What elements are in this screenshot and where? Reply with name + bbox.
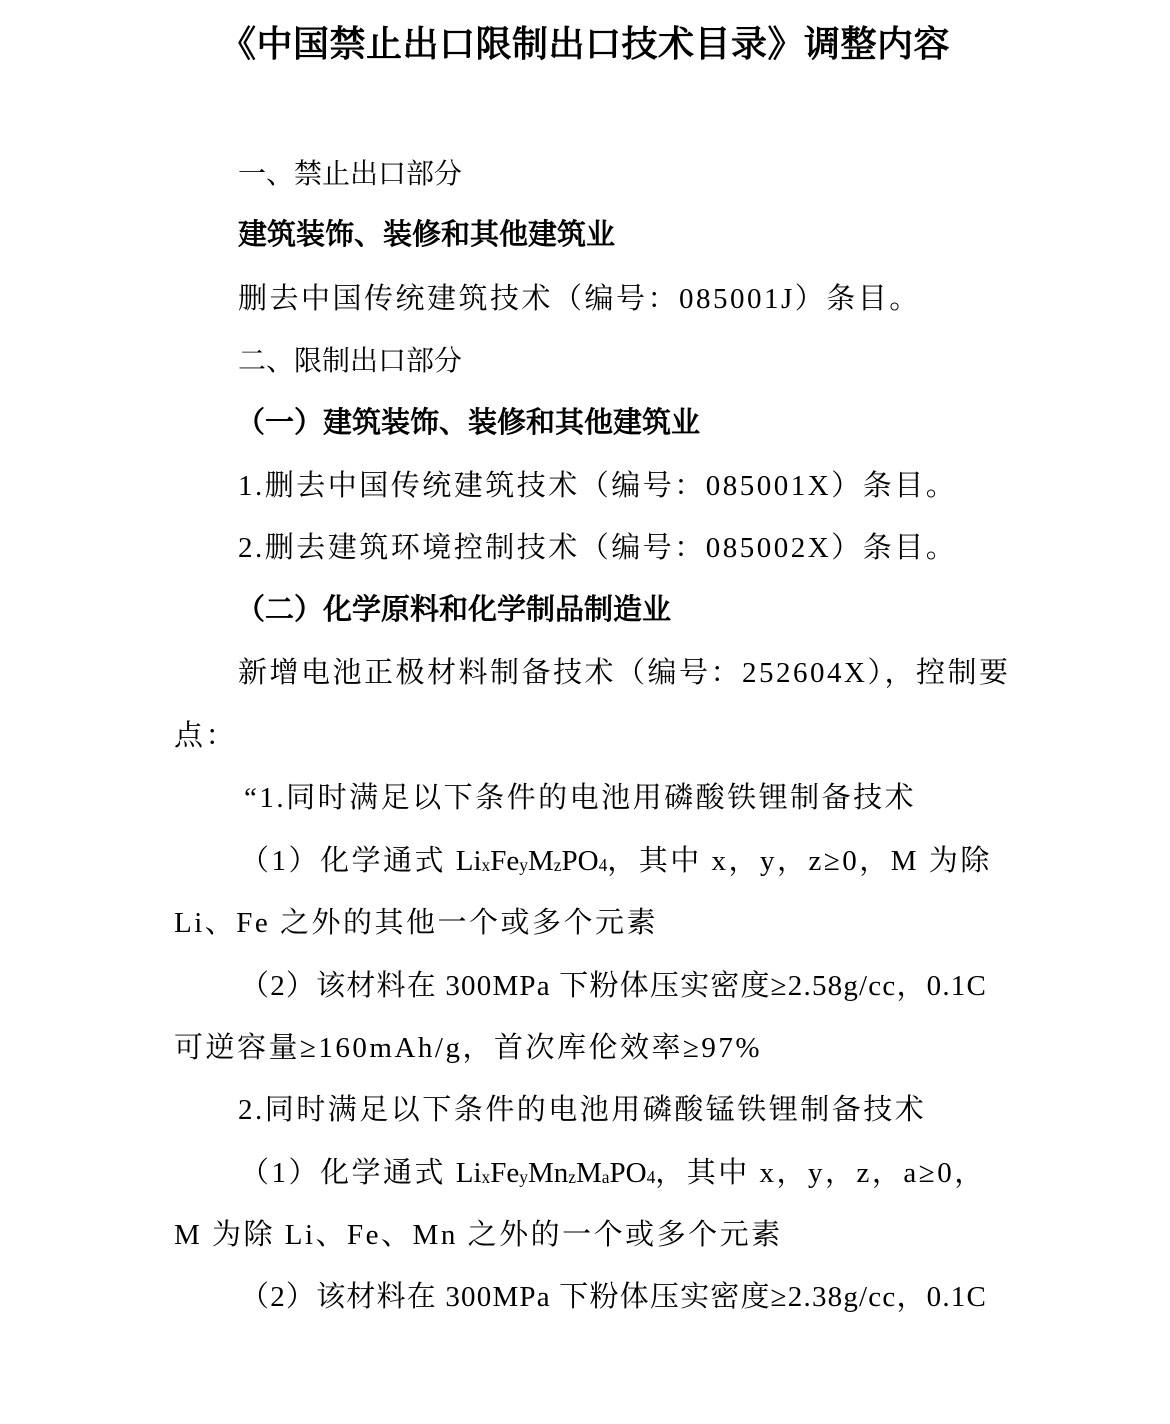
condition-line	[240, 1153, 986, 1193]
subsection-heading: （二）化学原料和化学制品制造业	[236, 594, 672, 626]
item-text: 删去中国传统建筑技术（编号：085001J）条目。	[238, 283, 921, 315]
condition-prefix: （1）化学通式	[240, 1157, 456, 1189]
list-item: 1.删去中国传统建筑技术（编号：085001X）条目。	[238, 470, 958, 502]
condition-line	[240, 841, 992, 881]
condition-line: M 为除 Li、Fe、Mn 之外的一个或多个元素	[174, 1219, 783, 1251]
section-heading: 一、禁止出口部分	[238, 157, 463, 190]
subsection-heading: （一）建筑装饰、装修和其他建筑业	[236, 407, 701, 439]
paragraph-line: 点：	[174, 720, 238, 752]
condition-line: Li、Fe 之外的其他一个或多个元素	[174, 907, 659, 939]
document-title: 《中国禁止出口限制出口技术目录》调整内容	[219, 24, 950, 64]
condition-line: （2）该材料在 300MPa 下粉体压实密度≥2.38g/cc，0.1C	[240, 1281, 988, 1313]
condition-suffix: ，其中 x，y，z≥0，M 为除	[607, 845, 992, 877]
chemical-formula: $Li_xFe_yM_zPO_4$	[455, 845, 608, 877]
point-title: 2.同时满足以下条件的电池用磷酸锰铁锂制备技术	[238, 1094, 927, 1126]
industry-heading: 建筑装饰、装修和其他建筑业	[238, 219, 616, 251]
condition-prefix: （1）化学通式	[240, 845, 456, 877]
point-title: “1.同时满足以下条件的电池用磷酸铁锂制备技术	[244, 782, 917, 814]
condition-line: 可逆容量≥160mAh/g，首次库伦效率≥97%	[174, 1032, 763, 1064]
condition-suffix: ，其中 x，y，z，a≥0，	[655, 1157, 986, 1189]
section-heading: 二、限制出口部分	[238, 344, 463, 377]
list-item: 2.删去建筑环境控制技术（编号：085002X）条目。	[238, 532, 958, 564]
condition-line: （2）该材料在 300MPa 下粉体压实密度≥2.58g/cc，0.1C	[240, 970, 988, 1002]
paragraph-line: 新增电池正极材料制备技术（编号：252604X），控制要	[238, 657, 1011, 689]
chemical-formula: $Li_xFe_yMn_zM_aPO_4$	[455, 1157, 656, 1189]
